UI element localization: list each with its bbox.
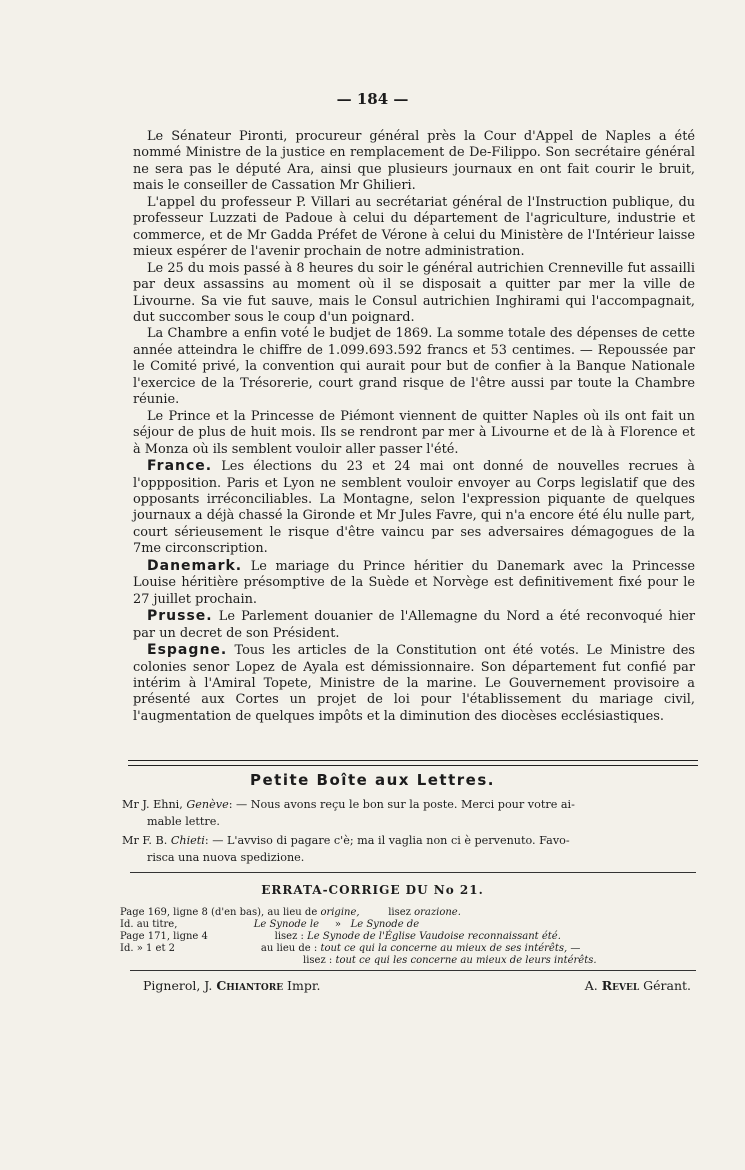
- letter-place: Chieti: [170, 834, 205, 847]
- double-rule: [128, 760, 698, 766]
- letter-item: [122, 832, 696, 866]
- letter-recipient: Mr J. Ehni,: [122, 798, 183, 811]
- letter-text: : — Nous avons reçu le bon sur la poste. Merci pour votre ai-: [228, 798, 575, 811]
- errata-line: Page 169, ligne 8 (d'en bas), au lieu de origine, lisez orazione.: [120, 907, 461, 918]
- country-text: Les élections du 23 et 24 mai ont donné de nouvelles recrues à l'oppposition. Paris et Lyon ne semblent vouloir envoyer au Corps legislatif que des opposants irréconciliables. La Montagne, selon l'expression piquante de quelques journaux a déjà chassé la Gironde et Mr Jules Favre, qui n'a encore été élu nulle part, court sérieusement le risque d'être vaincu par ses adversaires démagogues de la 7me circonscription.: [133, 459, 695, 557]
- paragraph-villari: L'appel du professeur P. Villari au secrétariat général de l'Instruction publique, du professeur Luzzati de Padoue à celui du département de l'agriculture, industrie et commerce, et de Mr Gadda Préfet de Vérone à celui du Ministère de l'Intérieur laisse mieux espérer de l'avenir prochain de notre administration.: [133, 194, 695, 260]
- letter-place: Genève: [186, 798, 229, 811]
- section-prusse: [133, 608, 695, 642]
- letter-item: [122, 796, 696, 830]
- country-heading: Espagne.: [147, 642, 228, 659]
- errata-line: Page 171, ligne 4 lisez : Le Synode de l'Église Vaudoise reconnaissant été.: [120, 931, 561, 942]
- section-france: [133, 458, 695, 558]
- errata-line: Id. au titre, Le Synode le » Le Synode de: [120, 919, 420, 930]
- manager-credit: A. Revel Gérant.: [584, 978, 691, 993]
- country-text: Le Parlement douanier de l'Allemagne du Nord a été reconvoqué hier par un decret de son Président.: [133, 609, 695, 641]
- paragraph-pironti: Le Sénateur Pironti, procureur général près la Cour d'Appel de Naples a été nommé Ministre de la justice en remplacement de De-Filippo. Son secrétaire général ne sera pas le député Ara, ainsi que plusieurs journaux en ont fait courir le bruit, mais le conseiller de Cassation Mr Ghilieri.: [133, 129, 695, 194]
- errata-title: ERRATA-CORRIGE DU No 21.: [261, 883, 484, 897]
- divider: [130, 872, 696, 873]
- letters-title: Petite Boîte aux Lettres.: [250, 771, 495, 789]
- article-column: [133, 129, 695, 725]
- letter-text: : — L'avviso di pagare c'è; ma il vaglia non ci è pervenuto. Favo-: [204, 834, 570, 847]
- errata-line: Id. » 1 et 2 au lieu de : tout ce qui la concerne au mieux de ses intérêts, —: [120, 943, 581, 954]
- page-number: — 184 —: [336, 90, 409, 108]
- section-danemark: [133, 558, 695, 608]
- divider: [130, 970, 696, 971]
- printer-credit: Pignerol, J. Chiantore Impr.: [143, 978, 321, 993]
- letter-text-cont: risca una nuova spedizione.: [147, 851, 305, 864]
- paragraph-prince: Le Prince et la Princesse de Piémont viennent de quitter Naples où ils ont fait un séjour de plus de huit mois. Ils se rendront par mer à Livourne et de là à Florence et à Monza où ils semblent vouloir aller passer l'été.: [133, 408, 695, 457]
- country-text: Tous les articles de la Constitution ont été votés. Le Ministre des colonies senor Lopez de Ayala est démissionnaire. Son département fut confié par intérim à l'Amiral Topete, Ministre de la marine. Le Gouvernement provisoire a présenté aux Cortes un projet de loi pour l'établissement du mariage civil, l'augmentation de quelques impôts et la diminution des diocèses ecclésiastiques.: [133, 643, 695, 724]
- country-heading: Prusse.: [147, 608, 213, 625]
- paragraph-crenneville: Le 25 du mois passé à 8 heures du soir le général autrichien Crenneville fut assailli par deux assassins au moment où il se disposait a quitter par mer la ville de Livourne. Sa vie fut sauve, mais le Consul autrichien Inghirami qui l'accompagnait, dut succomber sous le coup d'un poignard.: [133, 260, 695, 325]
- section-espagne: [133, 642, 695, 725]
- paragraph-budget: La Chambre a enfin voté le budjet de 1869. La somme totale des dépenses de cette année atteindra le chiffre de 1.099.693.592 francs et 53 centimes. — Repoussée par le Comité privé, la convention qui aurait pour but de confier à la Banque Nationale l'exercice de la Trésorerie, court grand risque de l'être aussi par toute la Chambre réunie.: [133, 326, 695, 408]
- letter-text-cont: mable lettre.: [147, 815, 220, 828]
- country-text: Le mariage du Prince héritier du Danemark avec la Princesse Louise héritière présomptive de la Suède et Norvège est definitivement fixé pour le 27 juillet prochain.: [133, 558, 695, 607]
- country-heading: France.: [147, 458, 213, 475]
- letter-recipient: Mr F. B.: [122, 834, 168, 847]
- errata-line: lisez : tout ce qui les concerne au mieux de leurs intérêts.: [303, 955, 597, 966]
- country-heading: Danemark.: [147, 557, 243, 574]
